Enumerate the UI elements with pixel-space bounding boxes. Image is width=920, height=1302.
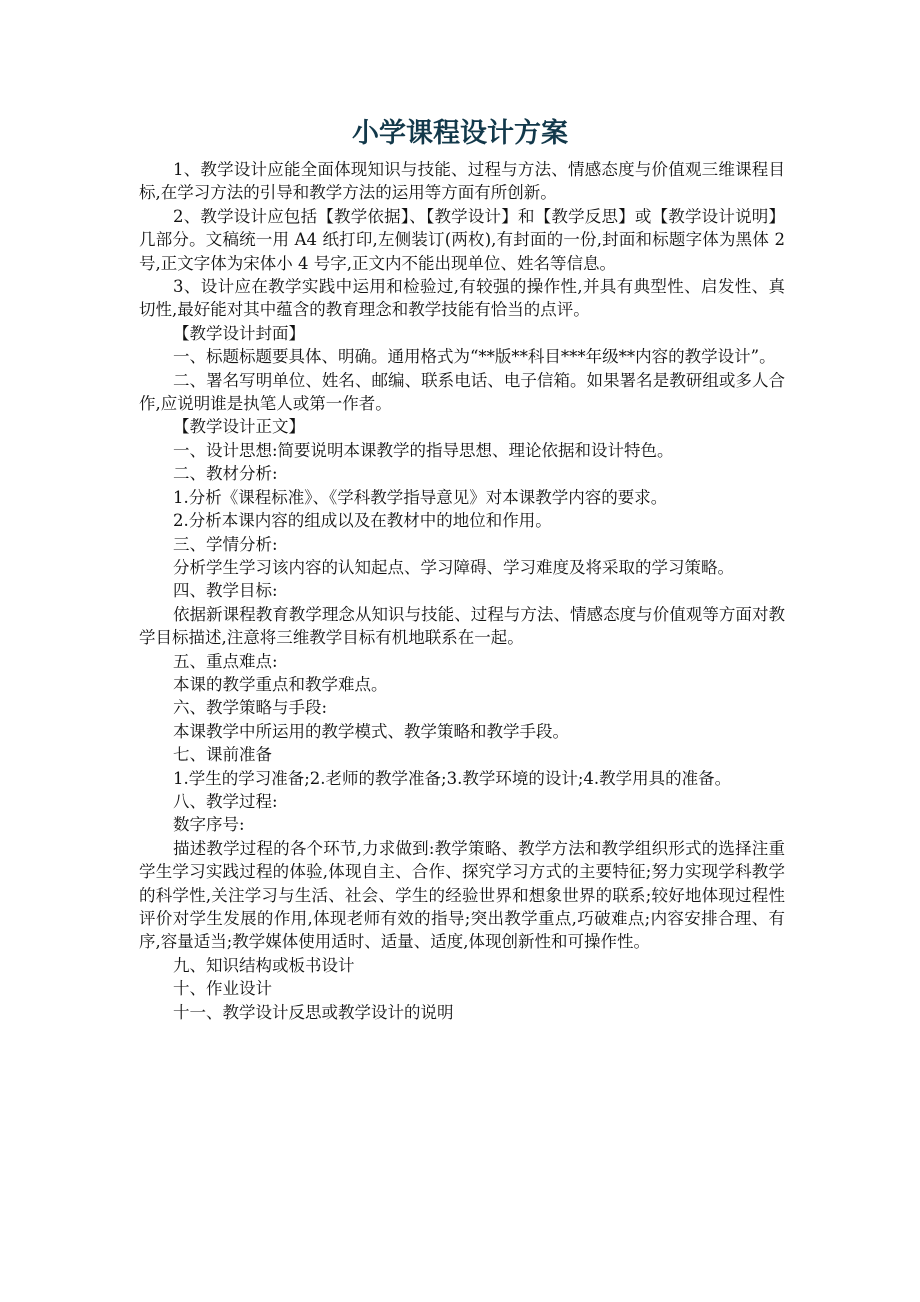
paragraph: 九、知识结构或板书设计: [173, 955, 355, 975]
paragraph: 六、教学策略与手段:: [173, 698, 328, 718]
paragraph: 一、标题标题要具体、明确。通用格式为“**版**科目***年级**内容的教学设计”。: [173, 347, 776, 367]
paragraph: 本课教学中所运用的教学模式、教学策略和教学手段。: [173, 721, 569, 741]
paragraph: 十、作业设计: [173, 979, 272, 999]
paragraph: 十一、教学设计反思或教学设计的说明: [173, 1002, 454, 1022]
paragraph: 本课的教学重点和教学难点。: [173, 674, 388, 694]
paragraph: 二、署名写明单位、姓名、邮编、联系电话、电子信箱。如果署名是教研组或多人合作,应说明谁是执笔人或第一作者。: [139, 370, 785, 414]
paragraph: 【教学设计正文】: [173, 417, 305, 437]
document-title: 小学课程设计方案: [352, 118, 568, 149]
paragraph: 一、设计思想:简要说明本课教学的指导思想、理论依据和设计特色。: [173, 440, 674, 460]
paragraph: 三、学情分析:: [173, 534, 278, 554]
paragraph: 1.学生的学习准备;2.老师的教学准备;3.教学环境的设计;4.教学用具的准备。: [173, 768, 732, 788]
paragraph: 描述教学过程的各个环节,力求做到:教学策略、教学方法和教学组织形式的选择注重学生学习实践过程的体验,体现自主、合作、探究学习方式的主要特征;努力实现学科教学的科学性,关注学习与生活、社会、学生的经验世界和想象世界的联系;较好地体现过程性评价对学生发展的作用,体现老师有效的指导;突出教学重点,巧破难点;内容安排合理、有序,容量适当;教学媒体使用适时、适量、适度,体现创新性和可操作性。: [139, 838, 785, 952]
paragraph: 分析学生学习该内容的认知起点、学习障碍、学习难度及将采取的学习策略。: [173, 557, 734, 577]
paragraph: 1、教学设计应能全面体现知识与技能、过程与方法、情感态度与价值观三维课程目标,在学习方法的引导和教学方法的运用等方面有所创新。: [139, 160, 785, 203]
paragraph: 2.分析本课内容的组成以及在教材中的地位和作用。: [173, 511, 552, 531]
paragraph: 2、教学设计应包括【教学依据】、【教学设计】和【教学反思】或【教学设计说明】几部分。文稿统一用 A4 纸打印,左侧装订(两枚),有封面的一份,封面和标题字体为黑体 2 号,正文字体为宋体小 4 号字,正文内不能出现单位、姓名等信息。: [139, 206, 785, 273]
paragraph: 七、课前准备: [173, 745, 272, 765]
document-body: [139, 158, 785, 1024]
paragraph: 四、教学目标:: [173, 581, 278, 601]
paragraph: 依据新课程教育教学理念从知识与技能、过程与方法、情感态度与价值观等方面对教学目标描述,注意将三维教学目标有机地联系在一起。: [139, 604, 785, 648]
paragraph: 八、教学过程:: [173, 791, 278, 811]
paragraph: 数字序号:: [173, 815, 245, 835]
paragraph: 1.分析《课程标准》、《学科教学指导意见》对本课教学内容的要求。: [173, 487, 668, 507]
paragraph: 3、设计应在教学实践中运用和检验过,有较强的操作性,并具有典型性、启发性、真切性,最好能对其中蕴含的教育理念和教学技能有恰当的点评。: [139, 277, 785, 320]
paragraph: 【教学设计封面】: [173, 323, 305, 343]
paragraph: 五、重点难点:: [173, 651, 278, 671]
paragraph: 二、教材分析:: [173, 464, 278, 484]
